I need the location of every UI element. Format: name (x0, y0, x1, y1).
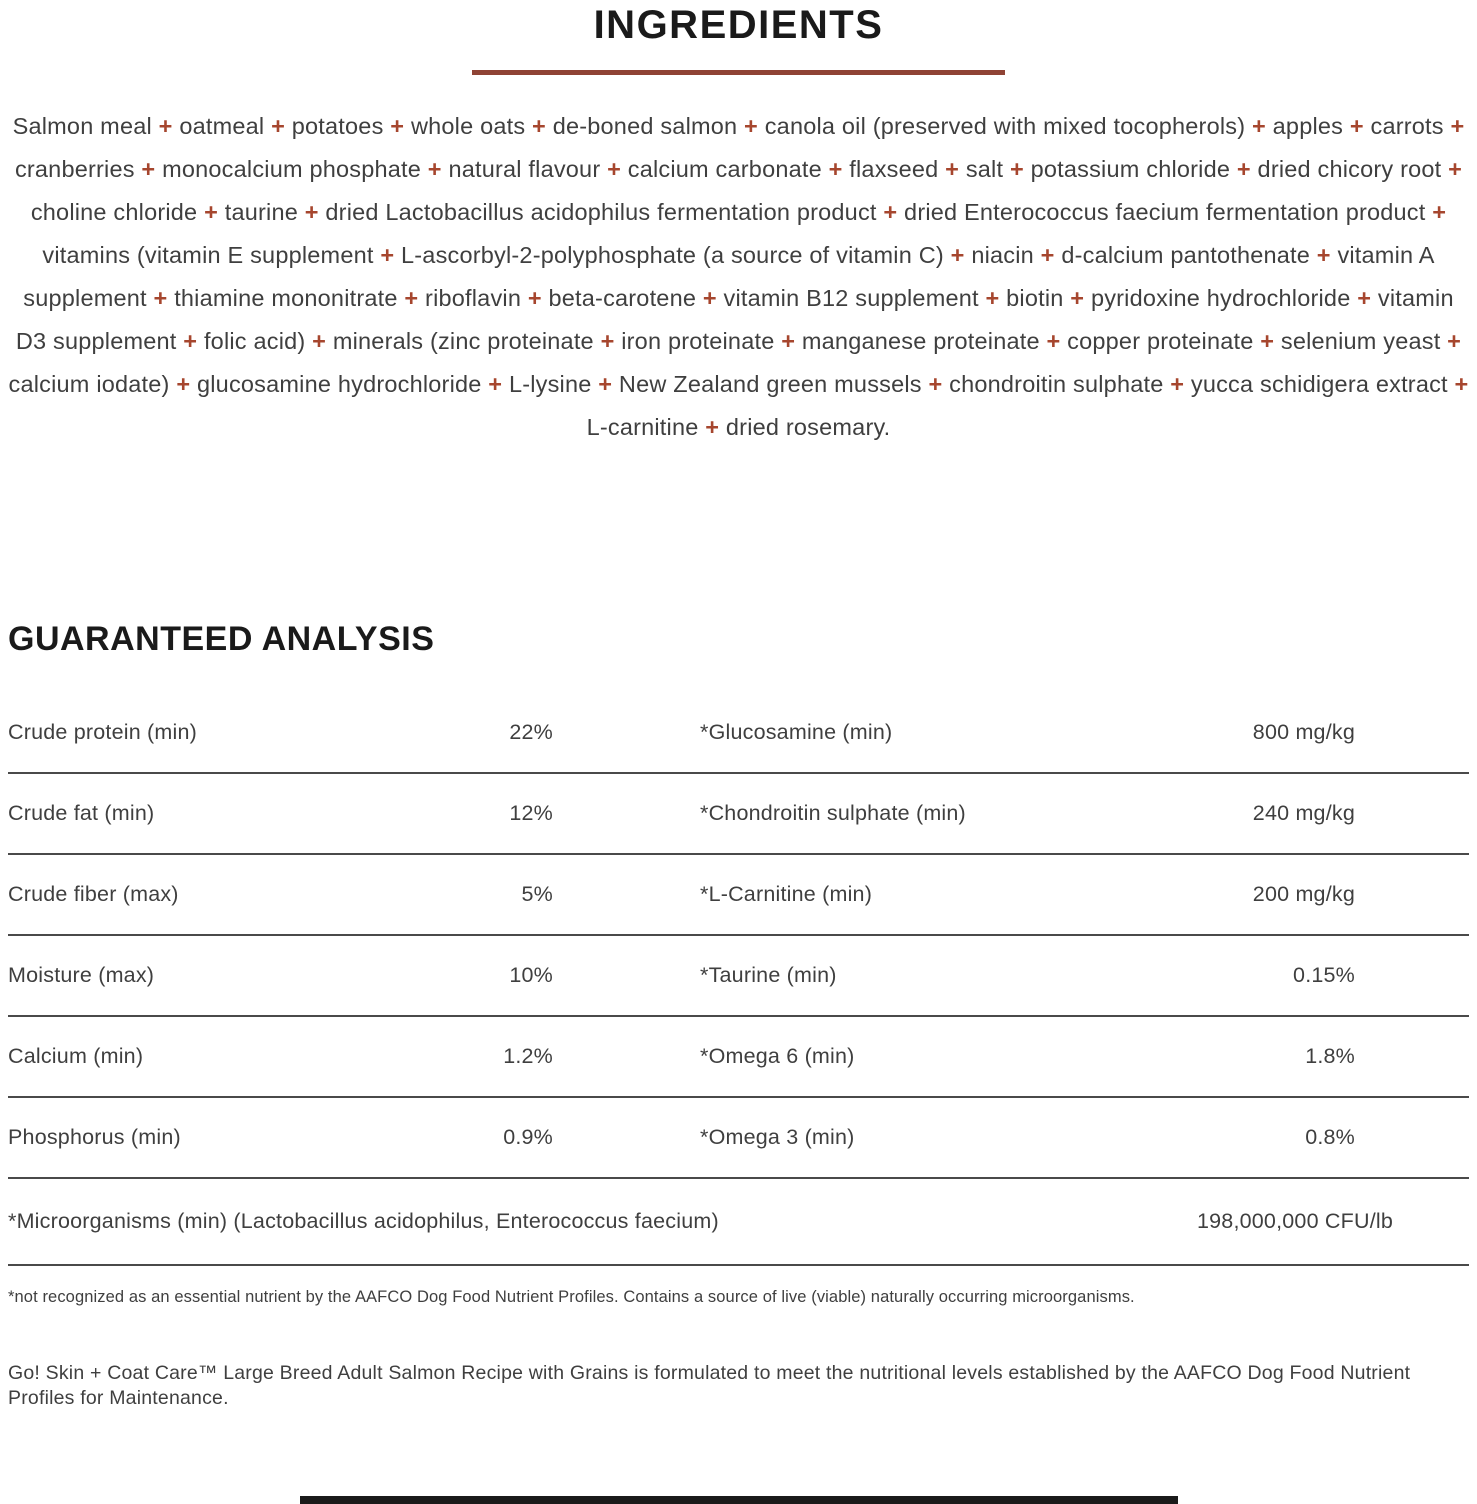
ingredient-item: Salmon meal (12, 113, 152, 139)
plus-separator: + (1316, 242, 1331, 268)
plus-separator: + (702, 285, 717, 311)
plus-separator: + (527, 285, 542, 311)
ingredient-item: L-carnitine (586, 414, 699, 440)
analysis-left-label: Phosphorus (min) (8, 1125, 181, 1149)
ingredient-item: canola oil (preserved with mixed tocopherols) (764, 113, 1246, 139)
plus-separator: + (153, 285, 168, 311)
ingredient-item: calcium carbonate (627, 156, 822, 182)
analysis-left-label: Crude fiber (max) (8, 882, 179, 906)
ingredient-item: de-boned salmon (552, 113, 738, 139)
plus-separator: + (1454, 371, 1469, 397)
analysis-left-label: Crude fat (min) (8, 801, 155, 825)
analysis-microorganisms-value: 198,000,000 CFU/lb (1196, 1209, 1393, 1233)
ingredient-item: vitamin D3 supplement (15, 285, 1454, 354)
ingredient-item: pyridoxine hydrochloride (1090, 285, 1351, 311)
ingredient-item: vitamin B12 supplement (723, 285, 979, 311)
ingredient-item: dried Lactobacillus acidophilus fermentation product (325, 199, 877, 225)
analysis-right-label: *Chondroitin sulphate (min) (700, 801, 966, 825)
ingredient-item: L-lysine (508, 371, 592, 397)
analysis-right-value: 0.15% (1293, 963, 1355, 987)
analysis-row (8, 936, 1469, 1017)
plus-separator: + (950, 242, 965, 268)
ingredient-item: iron proteinate (621, 328, 775, 354)
plus-separator: + (183, 328, 198, 354)
analysis-right-value: 240 mg/kg (1252, 801, 1355, 825)
ingredient-item: chondroitin sulphate (949, 371, 1164, 397)
plus-separator: + (141, 156, 156, 182)
ingredient-item: d-calcium pantothenate (1061, 242, 1311, 268)
plus-separator: + (158, 113, 173, 139)
plus-separator: + (404, 285, 419, 311)
ingredient-item: copper proteinate (1067, 328, 1254, 354)
plus-separator: + (390, 113, 405, 139)
analysis-right-value: 800 mg/kg (1252, 720, 1355, 744)
plus-separator: + (1040, 242, 1055, 268)
plus-separator: + (312, 328, 327, 354)
ingredient-item: dried Enterococcus faecium fermentation product (904, 199, 1426, 225)
ingredient-item: manganese proteinate (801, 328, 1040, 354)
analysis-left-value: 12% (509, 801, 553, 825)
analysis-right-label: *L-Carnitine (min) (700, 882, 873, 906)
analysis-right-label: *Taurine (min) (700, 963, 837, 987)
ingredient-item: whole oats (410, 113, 526, 139)
plus-separator: + (304, 199, 319, 225)
plus-separator: + (1009, 156, 1024, 182)
analysis-right-label: *Omega 6 (min) (700, 1044, 855, 1068)
ingredient-item: potatoes (291, 113, 384, 139)
analysis-row (8, 774, 1469, 855)
plus-separator: + (1046, 328, 1061, 354)
analysis-left-value: 0.9% (503, 1125, 553, 1149)
ingredient-item: taurine (224, 199, 298, 225)
ingredient-item: dried rosemary. (725, 414, 891, 440)
ingredient-item: New Zealand green mussels (618, 371, 922, 397)
ingredient-item: vitamins (vitamin E supplement (42, 242, 374, 268)
ingredient-item: calcium iodate) (8, 371, 170, 397)
analysis-left-value: 1.2% (503, 1044, 553, 1068)
ingredient-item: folic acid) (203, 328, 306, 354)
analysis-table (8, 693, 1469, 1266)
plus-separator: + (488, 371, 503, 397)
guaranteed-analysis-heading: GUARANTEED ANALYSIS (8, 620, 435, 658)
ingredient-item: carrots (1370, 113, 1444, 139)
analysis-left-value: 10% (509, 963, 553, 987)
analysis-row-microorganisms (8, 1179, 1469, 1266)
plus-separator: + (427, 156, 442, 182)
analysis-left-label: Crude protein (min) (8, 720, 198, 744)
analysis-right-label: *Omega 3 (min) (700, 1125, 855, 1149)
analysis-row (8, 1098, 1469, 1179)
ingredient-item: thiamine mononitrate (174, 285, 398, 311)
ingredient-item: oatmeal (179, 113, 265, 139)
ingredient-item: salt (965, 156, 1004, 182)
plus-separator: + (176, 371, 191, 397)
aafco-statement: Go! Skin + Coat Care™ Large Breed Adult Salmon Recipe with Grains is formulated to meet the nutritional levels established by the AAFCO Dog Food Nutrient Profiles for Maintenance. (8, 1362, 1411, 1409)
analysis-right-label: *Glucosamine (min) (700, 720, 893, 744)
plus-separator: + (607, 156, 622, 182)
plus-separator: + (1450, 113, 1465, 139)
plus-separator: + (744, 113, 758, 139)
plus-separator: + (1448, 156, 1463, 182)
ingredient-item: potassium chloride (1030, 156, 1231, 182)
plus-separator: + (1260, 328, 1275, 354)
analysis-left-value: 22% (509, 720, 553, 744)
plus-separator: + (1357, 285, 1372, 311)
ingredient-item: cranberries (14, 156, 135, 182)
ingredient-item: choline chloride (30, 199, 198, 225)
ingredients-heading: INGREDIENTS (593, 3, 884, 47)
ingredient-item: L-ascorbyl-2-polyphosphate (a source of vitamin C) (401, 242, 944, 268)
bottom-divider (300, 1496, 1178, 1504)
analysis-left-value: 5% (521, 882, 553, 906)
ingredient-item: beta-carotene (548, 285, 697, 311)
plus-separator: + (928, 371, 943, 397)
ingredient-item: yucca schidigera extract (1190, 371, 1448, 397)
analysis-row (8, 1017, 1469, 1098)
product-info-page (0, 2, 1477, 1502)
plus-separator: + (1236, 156, 1251, 182)
ingredient-item: biotin (1006, 285, 1064, 311)
plus-separator: + (1170, 371, 1185, 397)
ingredient-item: apples (1272, 113, 1344, 139)
analysis-left-label: Calcium (min) (8, 1044, 144, 1068)
ingredient-item: vitamin A supplement (23, 242, 1435, 311)
plus-separator: + (600, 328, 615, 354)
plus-separator: + (380, 242, 395, 268)
heading-underline (472, 70, 1005, 75)
ingredients-text (8, 105, 1469, 449)
plus-separator: + (598, 371, 613, 397)
analysis-right-value: 200 mg/kg (1252, 882, 1355, 906)
analysis-row (8, 855, 1469, 936)
plus-separator: + (1251, 113, 1266, 139)
plus-separator: + (781, 328, 796, 354)
plus-separator: + (705, 414, 720, 440)
ingredient-item: natural flavour (448, 156, 601, 182)
ingredient-item: dried chicory root (1257, 156, 1442, 182)
analysis-microorganisms-label: *Microorganisms (min) (Lactobacillus acidophilus, Enterococcus faecium) (8, 1209, 719, 1233)
analysis-row (8, 693, 1469, 774)
plus-separator: + (828, 156, 843, 182)
ingredient-item: minerals (zinc proteinate (332, 328, 594, 354)
ingredient-item: niacin (971, 242, 1034, 268)
plus-separator: + (1447, 328, 1462, 354)
plus-separator: + (1349, 113, 1364, 139)
plus-separator: + (1432, 199, 1447, 225)
ingredient-item: riboflavin (425, 285, 522, 311)
ingredient-item: flaxseed (849, 156, 939, 182)
plus-separator: + (1070, 285, 1085, 311)
analysis-left-label: Moisture (max) (8, 963, 155, 987)
ingredient-item: glucosamine hydrochloride (196, 371, 482, 397)
analysis-footnote: *not recognized as an essential nutrient by the AAFCO Dog Food Nutrient Profiles. Contains a source of live (viable) naturally occurring microorganisms. (8, 1288, 1135, 1306)
plus-separator: + (945, 156, 960, 182)
ingredient-item: selenium yeast (1280, 328, 1441, 354)
plus-separator: + (883, 199, 898, 225)
ingredient-item: monocalcium phosphate (162, 156, 422, 182)
analysis-right-value: 1.8% (1305, 1044, 1355, 1068)
plus-separator: + (985, 285, 1000, 311)
plus-separator: + (271, 113, 286, 139)
plus-separator: + (532, 113, 546, 139)
analysis-right-value: 0.8% (1305, 1125, 1355, 1149)
plus-separator: + (204, 199, 218, 225)
